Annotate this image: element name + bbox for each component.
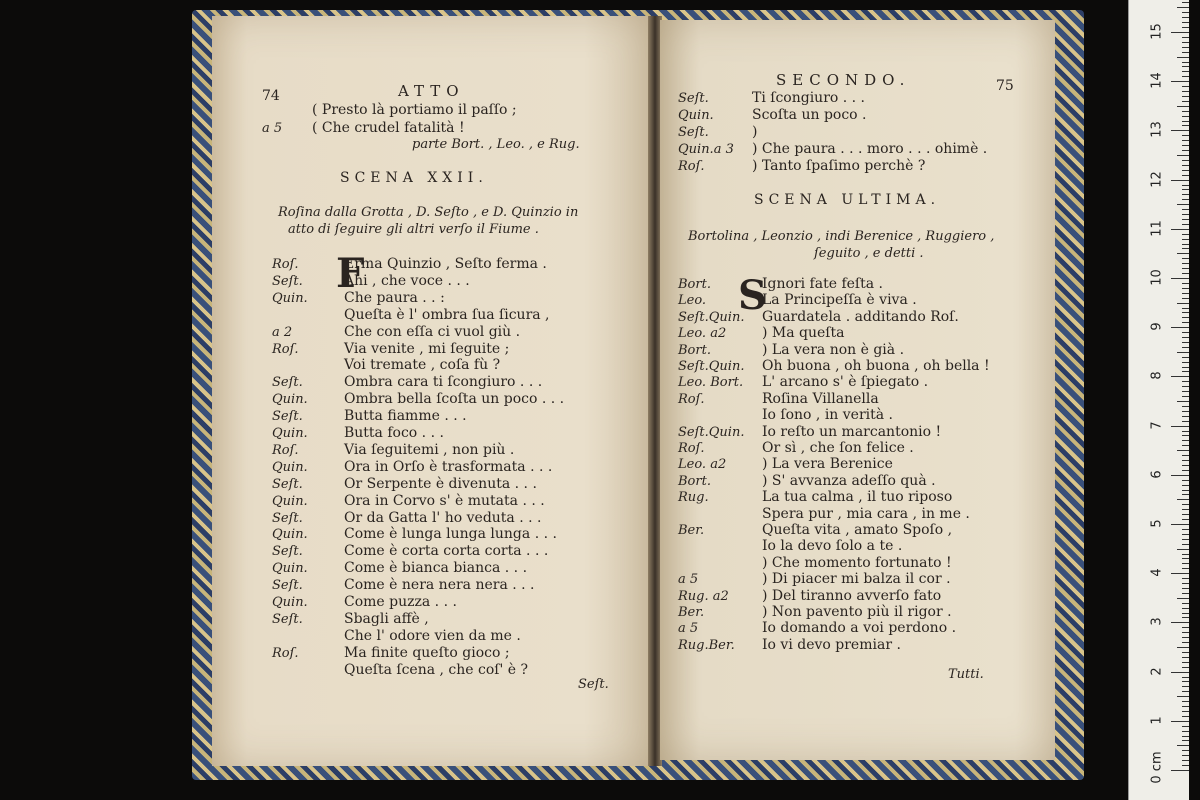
- ruler-tick: [1182, 652, 1189, 653]
- ruler-tick: [1182, 263, 1189, 264]
- ruler-number: 8: [1149, 371, 1165, 381]
- ruler-tick: [1177, 57, 1189, 58]
- ruler-tick: [1182, 667, 1189, 668]
- left-stage-direction-2: atto di ſeguire gli altri verſo il Fiume .: [288, 222, 539, 237]
- ruler-tick: [1182, 391, 1189, 392]
- ruler-tick: [1182, 170, 1189, 171]
- ruler-tick: [1182, 578, 1189, 579]
- ruler-tick: [1182, 396, 1189, 397]
- left-dialogue-line: Queſta ſcena , che coſ' è ?: [344, 661, 528, 678]
- ruler-tick: [1182, 568, 1189, 569]
- ruler-tick: [1182, 268, 1189, 269]
- right-dialogue-line: Guardatela . additando Roſ.: [762, 308, 959, 325]
- right-opening-role: Seſt.: [678, 125, 709, 140]
- ruler-tick: [1182, 199, 1189, 200]
- left-dialogue-line: Erma Quinzio , Seſto ferma .: [344, 256, 547, 272]
- ruler-tick: [1171, 229, 1189, 230]
- left-dialogue-line: Via venite , mi ſeguite ;: [344, 340, 510, 357]
- ruler-tick: [1182, 96, 1189, 97]
- ruler-tick: [1182, 273, 1189, 274]
- ruler-tick: [1177, 696, 1189, 697]
- ruler-number: 15: [1149, 23, 1165, 40]
- left-dialogue-line: Ombra bella ſcoſta un poco . . .: [344, 391, 565, 408]
- ruler-tick: [1171, 475, 1189, 476]
- ruler-tick: [1177, 253, 1189, 254]
- right-opening-line: Scoſta un poco .: [752, 107, 867, 123]
- left-dialogue-role: Quin.: [272, 595, 308, 610]
- measurement-ruler: [1128, 0, 1189, 800]
- right-page-number: 75: [996, 78, 1014, 94]
- left-dialogue-line: Ora in Orſo è trasformata . . .: [344, 458, 553, 475]
- right-dialogue-role: Rug.: [678, 490, 709, 506]
- right-dialogue-line: ) Che momento fortunato !: [762, 554, 952, 571]
- ruler-tick: [1171, 770, 1189, 771]
- left-dialogue-line: Ora in Corvo s' è mutata . . .: [344, 492, 545, 509]
- left-dialogue-line: Butta foco . . .: [344, 425, 444, 441]
- ruler-tick: [1182, 371, 1189, 372]
- ruler-tick: [1182, 455, 1189, 456]
- left-dialogue-line: Butta fiamme . . .: [344, 408, 467, 425]
- right-opening-role: Seſt.: [678, 91, 709, 106]
- ruler-tick: [1182, 485, 1189, 486]
- ruler-tick: [1182, 37, 1189, 38]
- ruler-tick: [1182, 342, 1189, 343]
- ruler-tick: [1182, 2, 1189, 3]
- ruler-tick: [1177, 303, 1189, 304]
- ruler-tick: [1182, 332, 1189, 333]
- ruler-number: 1: [1149, 716, 1165, 725]
- ruler-tick: [1182, 367, 1189, 368]
- ruler-tick: [1182, 534, 1189, 535]
- ruler-tick: [1182, 52, 1189, 53]
- ruler-tick: [1182, 219, 1189, 220]
- right-opening-role: Quin.a 3: [678, 142, 734, 157]
- ruler-number: 4: [1149, 568, 1165, 577]
- right-dialogue-line: Io reſto un marcantonio !: [762, 423, 942, 440]
- ruler-tick: [1182, 711, 1189, 712]
- left-dialogue-role: Seſt.: [272, 510, 303, 526]
- ruler-tick: [1171, 524, 1189, 525]
- ruler-tick: [1182, 317, 1189, 318]
- ruler-tick: [1182, 224, 1189, 225]
- right-dialogue-role: Leo. Bort.: [678, 375, 744, 391]
- ruler-tick: [1182, 258, 1189, 259]
- ruler-tick: [1182, 603, 1189, 604]
- right-dialogue-line: ) La vera Berenice: [762, 456, 893, 473]
- ruler-tick: [1182, 701, 1189, 702]
- ruler-tick: [1182, 239, 1189, 240]
- right-dialogue-line: Roſina Villanella: [762, 390, 879, 407]
- ruler-tick: [1182, 194, 1189, 195]
- left-dialogue-line: Ombra cara ti ſcongiuro . . .: [344, 374, 543, 391]
- ruler-tick: [1182, 214, 1189, 215]
- left-scene-title: SCENA XXII.: [340, 170, 488, 186]
- ruler-tick: [1182, 632, 1189, 633]
- right-dialogue-role: Seſt.Quin.: [678, 424, 745, 440]
- ruler-number: 9: [1149, 322, 1165, 331]
- left-dialogue-line: Come è nera nera nera . . .: [344, 577, 535, 594]
- right-dialogue-role: Leo.: [678, 293, 707, 309]
- ruler-tick: [1182, 760, 1189, 761]
- right-dialogue-role: a 5: [678, 621, 699, 637]
- ruler-tick: [1182, 740, 1189, 741]
- ruler-tick: [1182, 494, 1189, 495]
- right-dialogue-role: Seſt.Quin.: [678, 359, 745, 374]
- ruler-number: 10: [1149, 269, 1165, 286]
- ruler-tick: [1182, 554, 1189, 555]
- left-dialogue-role: Quin.: [272, 493, 308, 509]
- ruler-tick: [1171, 180, 1189, 181]
- left-dialogue-line: Che con eſſa ci vuol giù .: [344, 323, 521, 340]
- right-dialogue-role: Seſt.Quin.: [678, 309, 745, 325]
- right-dialogue-role: Rug.Ber.: [678, 637, 735, 653]
- ruler-tick: [1177, 352, 1189, 353]
- right-dialogue-line: ) Del tiranno avverſo fato: [762, 587, 942, 604]
- left-catchword: Seſt.: [578, 677, 609, 692]
- ruler-tick: [1182, 145, 1189, 146]
- right-dialogue-role: Bort.: [678, 342, 711, 358]
- right-running-head: SECONDO.: [776, 71, 911, 89]
- right-dialogue-line: La tua calma , il tuo riposo: [762, 489, 953, 506]
- ruler-tick: [1182, 435, 1189, 436]
- ruler-tick: [1182, 175, 1189, 176]
- left-dialogue-role: Quin.: [272, 459, 308, 475]
- right-dialogue-line: La Principeſſa è viva .: [762, 292, 917, 309]
- ruler-tick: [1182, 244, 1189, 245]
- right-dialogue-line: Io la devo ſolo a te .: [762, 538, 903, 555]
- right-dialogue-line: L' arcano s' è ſpiegato .: [762, 374, 929, 391]
- ruler-tick: [1182, 593, 1189, 594]
- right-dialogue-role: Leo. a2: [678, 326, 727, 342]
- ruler-tick: [1182, 135, 1189, 136]
- right-opening-line: ) Tanto ſpaſimo perchè ?: [752, 158, 926, 174]
- ruler-number: 13: [1149, 121, 1165, 139]
- ruler-tick: [1182, 421, 1189, 422]
- right-stage-direction-1: Bortolina , Leonzio , indi Berenice , Ruggiero ,: [688, 229, 995, 244]
- right-opening-role: Roſ.: [678, 159, 705, 174]
- left-dialogue-role: Roſ.: [272, 341, 299, 357]
- right-dialogue-line: Io vi devo premiar .: [762, 636, 901, 653]
- ruler-tick: [1182, 465, 1189, 466]
- left-page-number: 74: [262, 88, 280, 104]
- ruler-tick: [1182, 431, 1189, 432]
- ruler-tick: [1177, 745, 1189, 746]
- left-dialogue-role: Seſt.: [272, 611, 303, 627]
- ruler-tick: [1182, 27, 1189, 28]
- ruler-number: 5: [1149, 519, 1165, 528]
- right-dialogue-role: Leo. a2: [678, 457, 727, 473]
- left-dialogue-role: a 2: [272, 324, 293, 340]
- right-scene-title: SCENA ULTIMA.: [754, 192, 941, 208]
- ruler-tick: [1182, 165, 1189, 166]
- ruler-tick: [1182, 519, 1189, 520]
- ruler-tick: [1177, 155, 1189, 156]
- ruler-tick: [1171, 622, 1189, 623]
- right-dialogue-line: ) S' avvanza adeſſo quà .: [762, 472, 936, 489]
- left-drop-cap: F: [336, 250, 365, 297]
- ruler-tick: [1177, 499, 1189, 500]
- ruler-tick: [1182, 91, 1189, 92]
- left-dialogue-role: Roſ.: [272, 645, 299, 661]
- left-dialogue-line: Che paura . . :: [344, 289, 445, 306]
- ruler-tick: [1182, 140, 1189, 141]
- ruler-tick: [1171, 426, 1189, 427]
- ruler-tick: [1182, 234, 1189, 235]
- left-dialogue-line: Che l' odore vien da me .: [344, 627, 521, 644]
- ruler-tick: [1182, 42, 1189, 43]
- left-dialogue-role: Quin.: [272, 561, 308, 577]
- ruler-tick: [1182, 617, 1189, 618]
- ruler-tick: [1182, 691, 1189, 692]
- ruler-tick: [1182, 677, 1189, 678]
- ruler-tick: [1182, 111, 1189, 112]
- left-dialogue-line: Voi tremate , coſa fù ?: [344, 357, 501, 374]
- left-dialogue-line: Or Serpente è divenuta . . .: [344, 475, 537, 492]
- ruler-tick: [1177, 647, 1189, 648]
- ruler-tick: [1182, 86, 1189, 87]
- ruler-tick: [1182, 71, 1189, 72]
- left-dialogue-role: Seſt.: [272, 273, 303, 289]
- ruler-tick: [1182, 362, 1189, 363]
- ruler-tick: [1177, 401, 1189, 402]
- right-opening-line: ): [752, 124, 758, 140]
- ruler-tick: [1177, 549, 1189, 550]
- ruler-tick: [1182, 12, 1189, 13]
- ruler-number: 6: [1149, 470, 1165, 479]
- ruler-tick: [1182, 509, 1189, 510]
- left-dialogue-line: Queſta è l' ombra ſua ſicura ,: [344, 306, 550, 323]
- ruler-tick: [1182, 283, 1189, 284]
- ruler-tick: [1182, 308, 1189, 309]
- ruler-tick: [1182, 298, 1189, 299]
- ruler-tick: [1182, 322, 1189, 323]
- ruler-tick: [1182, 490, 1189, 491]
- ruler-number: 2: [1149, 666, 1165, 676]
- ruler-tick: [1182, 150, 1189, 151]
- ruler-tick: [1182, 116, 1189, 117]
- ruler-tick: [1182, 411, 1189, 412]
- ruler-tick: [1182, 686, 1189, 687]
- ruler-tick: [1171, 672, 1189, 673]
- ruler-tick: [1182, 209, 1189, 210]
- ruler-tick: [1177, 204, 1189, 205]
- ruler-tick: [1182, 440, 1189, 441]
- left-dialogue-line: Come è lunga lunga lunga . . .: [344, 526, 557, 543]
- ruler-tick: [1182, 529, 1189, 530]
- ruler-tick: [1182, 293, 1189, 294]
- ruler-tick: [1182, 755, 1189, 756]
- ruler-tick: [1182, 386, 1189, 387]
- ruler-tick: [1182, 406, 1189, 407]
- left-dialogue-role: Roſ.: [272, 442, 299, 458]
- right-opening-line: Ti ſcongiuro . . .: [752, 90, 866, 106]
- left-dialogue-line: Come è bianca bianca . . .: [344, 560, 528, 577]
- ruler-tick: [1182, 288, 1189, 289]
- right-dialogue-line: ) La vera non è già .: [762, 341, 905, 358]
- ruler-tick: [1171, 573, 1189, 574]
- ruler-number: 12: [1149, 170, 1165, 188]
- left-dialogue-role: Seſt.: [272, 578, 303, 594]
- right-dialogue-line: Io domando a voi perdono .: [762, 620, 957, 637]
- left-dialogue-role: Roſ.: [272, 257, 299, 272]
- ruler-tick: [1182, 539, 1189, 540]
- right-dialogue-role: Ber.: [678, 605, 705, 620]
- exit-note: parte Bort. , Leo. , e Rug.: [412, 137, 580, 152]
- ruler-tick: [1182, 583, 1189, 584]
- ruler-tick: [1171, 721, 1189, 722]
- right-dialogue-role: Roſ.: [678, 391, 705, 407]
- right-stage-direction-2: ſeguito , e detti .: [814, 246, 924, 261]
- ruler-tick: [1182, 357, 1189, 358]
- left-dialogue-line: Ahi , che voce . . .: [344, 272, 470, 289]
- ruler-tick: [1182, 47, 1189, 48]
- ruler-tick: [1182, 460, 1189, 461]
- ruler-tick: [1182, 480, 1189, 481]
- right-dialogue-role: Rug. a2: [678, 588, 729, 604]
- ruler-tick: [1182, 121, 1189, 122]
- left-running-head: ATTO: [398, 82, 465, 100]
- ruler-tick: [1182, 248, 1189, 249]
- ruler-unit-label: 0 cm: [1149, 751, 1165, 784]
- ruler-tick: [1182, 347, 1189, 348]
- ruler-tick: [1182, 337, 1189, 338]
- right-dialogue-line: Or sì , che ſon felice .: [762, 440, 914, 456]
- ruler-tick: [1177, 7, 1189, 8]
- right-dialogue-line: Queſta vita , amato Spoſo ,: [762, 522, 953, 538]
- ruler-tick: [1182, 445, 1189, 446]
- ruler-tick: [1182, 731, 1189, 732]
- right-catchword: Tutti.: [948, 667, 984, 682]
- left-stage-direction-1: Roſina dalla Grotta , D. Seſto , e D. Quinzio in: [278, 205, 579, 220]
- right-dialogue-role: Bort.: [678, 277, 711, 292]
- ruler-tick: [1182, 765, 1189, 766]
- ruler-tick: [1182, 22, 1189, 23]
- ruler-tick: [1182, 642, 1189, 643]
- left-dialogue-line: Come puzza . . .: [344, 594, 457, 610]
- right-opening-line: ) Che paura . . . moro . . . ohimè .: [752, 141, 988, 157]
- left-dialogue-role: Seſt.: [272, 409, 303, 425]
- ruler-tick: [1171, 81, 1189, 82]
- right-drop-cap: S: [738, 272, 767, 319]
- ruler-number: 7: [1149, 420, 1165, 430]
- left-dialogue-role: Seſt.: [272, 476, 303, 492]
- ruler-tick: [1182, 381, 1189, 382]
- right-dialogue-line: Io ſono , in verità .: [762, 407, 893, 424]
- ruler-tick: [1182, 613, 1189, 614]
- left-opening-line: ( Presto là portiamo il paſſo ;: [312, 102, 517, 118]
- ruler-tick: [1182, 125, 1189, 126]
- ruler-tick: [1182, 736, 1189, 737]
- ruler-tick: [1182, 66, 1189, 67]
- ruler-tick: [1182, 189, 1189, 190]
- ruler-tick: [1171, 278, 1189, 279]
- left-dialogue-line: Ma finite queſto gioco ;: [344, 644, 510, 661]
- ruler-tick: [1182, 470, 1189, 471]
- ruler-tick: [1182, 657, 1189, 658]
- ruler-number: 11: [1149, 220, 1165, 237]
- right-dialogue-line: Oh buona , oh buona , oh bella !: [762, 358, 990, 374]
- right-dialogue-role: Bort.: [678, 473, 711, 489]
- left-dialogue-role: Quin.: [272, 527, 308, 543]
- ruler-tick: [1182, 76, 1189, 77]
- left-dialogue-role: Quin.: [272, 290, 308, 306]
- left-dialogue-line: Via ſeguitemi , non più .: [344, 441, 515, 458]
- right-dialogue-role: a 5: [678, 572, 699, 588]
- ruler-tick: [1182, 706, 1189, 707]
- ruler-tick: [1182, 504, 1189, 505]
- ruler-tick: [1182, 726, 1189, 727]
- right-dialogue-line: Spera pur , mia cara , in me .: [762, 505, 970, 522]
- right-dialogue-line: ) Non pavento più il rigor .: [762, 604, 952, 620]
- ruler-tick: [1171, 376, 1189, 377]
- ruler-tick: [1171, 32, 1189, 33]
- ruler-tick: [1182, 558, 1189, 559]
- left-opening-line: ( Che crudel fatalità !: [312, 120, 465, 136]
- ruler-tick: [1171, 130, 1189, 131]
- ruler-tick: [1182, 101, 1189, 102]
- ruler-number: 3: [1149, 617, 1165, 627]
- left-dialogue-role: Seſt.: [272, 375, 303, 391]
- ruler-tick: [1182, 185, 1189, 186]
- ruler-tick: [1182, 608, 1189, 609]
- ruler-tick: [1182, 160, 1189, 161]
- ruler-tick: [1182, 17, 1189, 18]
- ruler-tick: [1182, 588, 1189, 589]
- ruler-tick: [1182, 514, 1189, 515]
- ruler-tick: [1182, 62, 1189, 63]
- ruler-tick: [1182, 544, 1189, 545]
- left-dialogue-role: Quin.: [272, 426, 308, 441]
- ruler-tick: [1182, 750, 1189, 751]
- ruler-tick: [1177, 598, 1189, 599]
- right-dialogue-role: Roſ.: [678, 441, 705, 456]
- left-dialogue-role: Seſt.: [272, 544, 303, 560]
- ruler-tick: [1182, 637, 1189, 638]
- left-dialogue-role: Quin.: [272, 392, 308, 408]
- ruler-tick: [1182, 312, 1189, 313]
- left-dialogue-line: Sbagli affè ,: [344, 610, 429, 627]
- ruler-tick: [1182, 563, 1189, 564]
- ruler-number: 14: [1149, 72, 1165, 89]
- ruler-tick: [1182, 416, 1189, 417]
- ruler-tick: [1182, 716, 1189, 717]
- right-dialogue-line: ) Ma queſta: [762, 325, 845, 342]
- ruler-tick: [1171, 327, 1189, 328]
- left-dialogue-line: Come è corta corta corta . . .: [344, 543, 549, 560]
- left-dialogue-line: Or da Gatta l' ho veduta . . .: [344, 509, 542, 526]
- right-dialogue-line: ) Di piacer mi balza il cor .: [762, 571, 951, 588]
- ruler-tick: [1182, 627, 1189, 628]
- left-opening-role: a 5: [262, 121, 283, 136]
- ruler-tick: [1182, 662, 1189, 663]
- right-dialogue-line: Ignori fate feſta .: [762, 276, 883, 292]
- right-dialogue-role: Ber.: [678, 523, 705, 538]
- ruler-tick: [1182, 681, 1189, 682]
- ruler-tick: [1177, 450, 1189, 451]
- ruler-tick: [1177, 106, 1189, 107]
- right-opening-role: Quin.: [678, 108, 714, 123]
